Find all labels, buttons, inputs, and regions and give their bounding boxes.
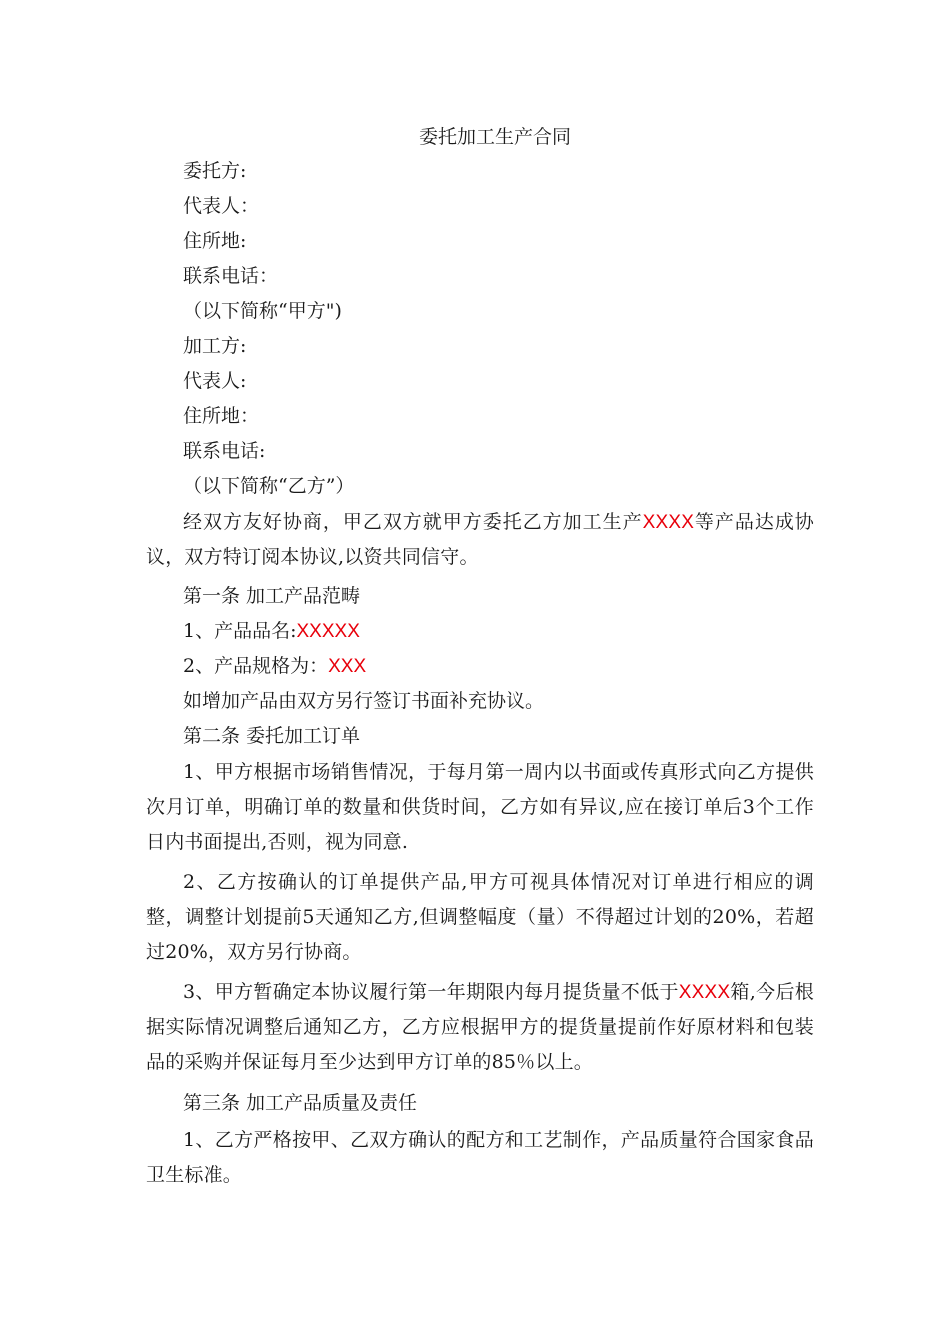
article3-paragraph-1: 1、乙方严格按甲、乙双方确认的配方和工艺制作，产品质量符合国家食品卫生标准。	[146, 1129, 814, 1186]
article2-paragraph-2: 2、乙方按确认的订单提供产品,甲方可视具体情况对订单进行相应的调整，调整计划提前5天通知乙方,但调整幅度（量）不得超过计划的20%，若超过20%，双方另行协商。	[146, 871, 814, 963]
party-b-address: 住所地：	[183, 405, 260, 427]
party-a-phone: 联系电话：	[183, 265, 279, 287]
document-title: 委托加工生产合同	[418, 126, 571, 148]
party-a-label: 委托方:	[183, 160, 247, 182]
product-spec-label: 2、产品规格为：	[183, 655, 329, 677]
article2-p3-text-1: 3、甲方暂确定本协议履行第一年期限内每月提货量不低于	[183, 981, 679, 1003]
article2-heading: 第二条 委托加工订单	[183, 725, 361, 747]
party-b-phone: 联系电话:	[183, 440, 266, 462]
article2-paragraph-3	[146, 975, 814, 1080]
party-a-address: 住所地:	[183, 230, 247, 252]
article3-heading: 第三条 加工产品质量及责任	[183, 1092, 418, 1114]
article1-item2	[183, 653, 366, 680]
party-a-rep: 代表人：	[183, 195, 260, 217]
party-b-alias: （以下简称“乙方”）	[183, 475, 355, 497]
product-name-value: XXXXX	[296, 621, 360, 642]
article1-item1	[183, 618, 360, 645]
party-b-label: 加工方:	[183, 335, 247, 357]
article1-note: 如增加产品由双方另行签订书面补充协议。	[183, 690, 545, 712]
article2-p3-text-2: 箱,今后根据实际情况调整后通知乙方，乙方应根据甲方的提货量提前作好原材料和包装品的采购并保证每月至少达到甲方订单的85％以上。	[146, 981, 814, 1073]
article2-paragraph-1: 1、甲方根据市场销售情况，于每月第一周内以书面或传真形式向乙方提供次月订单，明确订单的数量和供货时间，乙方如有异议,应在接订单后3个工作日内书面提出,否则，视为同意.	[146, 761, 814, 853]
product-spec-value: XXX	[328, 656, 367, 677]
party-a-alias: （以下简称“甲方")	[183, 300, 342, 322]
intro-paragraph	[146, 505, 814, 575]
party-b-rep: 代表人:	[183, 370, 247, 392]
intro-text-2: 等产品达成协议，双方特订阅本协议,以资共同信守。	[146, 511, 815, 568]
article2-p3-placeholder: XXXX	[678, 982, 731, 1003]
article1-heading: 第一条 加工产品范畴	[183, 585, 361, 607]
intro-placeholder: XXXX	[642, 512, 695, 533]
intro-text-1: 经双方友好协商，甲乙双方就甲方委托乙方加工生产	[183, 511, 643, 533]
product-name-label: 1、产品品名:	[183, 620, 297, 642]
